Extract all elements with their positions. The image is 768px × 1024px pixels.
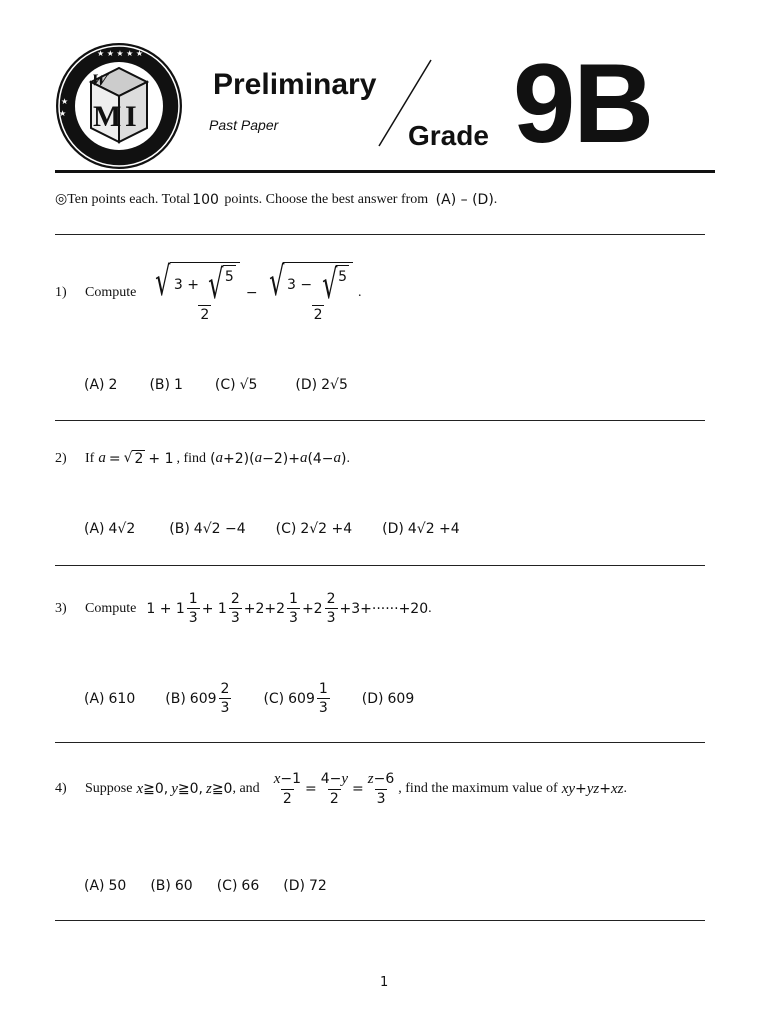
svg-text:I: I: [125, 100, 137, 133]
divider-rule: [55, 565, 705, 566]
question-number: 4): [55, 781, 67, 796]
question-if: If: [85, 450, 95, 466]
choice-d[interactable]: (D) 4√2 +4: [382, 521, 460, 537]
instructions-end: .: [493, 191, 498, 207]
svg-text:★: ★: [61, 97, 69, 106]
instructions: [55, 191, 497, 208]
page-subtitle: Past Paper: [209, 117, 279, 133]
choices-2: [84, 521, 490, 537]
grade-value: 9B: [513, 41, 653, 166]
choice-c[interactable]: (C) √5: [214, 377, 258, 393]
question-2: 2) If a = √ 2 + 1 , find ( a +2)( a −2)+ a (4− a ) .: [55, 450, 351, 467]
svg-text:W: W: [87, 70, 111, 89]
question-find: , find the maximum value of: [398, 781, 558, 796]
divider-rule: [55, 234, 705, 235]
question-find: , find: [176, 450, 207, 466]
choice-a[interactable]: (A) 4√2: [84, 521, 136, 537]
choice-c[interactable]: (C) 609 $\frac{1}{3}$: [263, 681, 328, 716]
choices-3: [84, 680, 444, 717]
choice-b[interactable]: (B) 609 $\frac{2}{3}$: [165, 681, 230, 716]
header-rule: [55, 170, 715, 173]
question-and: , and: [232, 781, 260, 796]
choice-c[interactable]: (C) 2√2 +4: [275, 521, 353, 537]
choices-1: [84, 377, 378, 393]
choice-b[interactable]: (B) 1: [149, 377, 183, 393]
choice-a[interactable]: (A) 610: [84, 690, 136, 707]
choice-d[interactable]: (D) 72: [283, 878, 327, 894]
question-verb: Compute: [85, 285, 137, 300]
svg-text:★ ★ ★ ★ ★: ★ ★ ★ ★ ★: [97, 49, 144, 58]
choice-b[interactable]: (B) 4√2 −4: [169, 521, 246, 537]
choice-d[interactable]: (D) 2√5: [295, 377, 348, 393]
question-1: 1) Compute √ 3 + √ 5 2 − √ 3 − √ 5 2 .: [55, 259, 362, 323]
choice-d[interactable]: (D) 609: [361, 690, 415, 707]
page-title: Preliminary: [213, 68, 377, 101]
instructions-total: 100: [192, 191, 219, 208]
question-number: 3): [55, 600, 67, 616]
choice-a[interactable]: (A) 2: [84, 377, 118, 393]
math-expression: √ 3 + √ 5 2: [150, 262, 239, 324]
page-number: 1: [380, 975, 389, 990]
choice-c[interactable]: (C) 66: [216, 878, 260, 894]
wmi-logo: [55, 42, 183, 170]
math-expression: 1 + 1: [146, 600, 185, 617]
question-3: 3) Compute 1 + 1 $\frac{1}{3}$ + 1 $\frac{2}{3}$ +2+2 $\frac{1}{3}$ +2 $\frac{2}{3}$ +3+······+20 .: [55, 591, 432, 626]
instructions-range: (A) – (D): [435, 191, 494, 208]
question-number: 2): [55, 450, 67, 466]
choice-a[interactable]: (A) 50: [84, 878, 127, 894]
choices-4: [84, 878, 357, 894]
instructions-mid: points. Choose the best answer from: [220, 191, 432, 207]
question-number: 1): [55, 285, 67, 300]
svg-text:M: M: [93, 100, 122, 133]
divider-rule: [55, 742, 705, 743]
choice-b[interactable]: (B) 60: [150, 878, 193, 894]
divider-rule: [55, 920, 705, 921]
question-verb: Compute: [85, 600, 137, 616]
instructions-prefix: ◎Ten points each. Total: [55, 192, 191, 207]
divider-rule: [55, 420, 705, 421]
grade-label: Grade: [408, 120, 489, 151]
svg-text:★: ★: [59, 109, 67, 118]
question-4: 4) Suppose x ≧0, y ≧0, z ≧0 , and $\frac{x-1}{2}$ = $\frac{4-y}{2}$ = $\frac{z-6}{3}$ , find the maximum value of xy + yz + xz .: [55, 771, 627, 807]
question-verb: Suppose: [85, 781, 133, 796]
